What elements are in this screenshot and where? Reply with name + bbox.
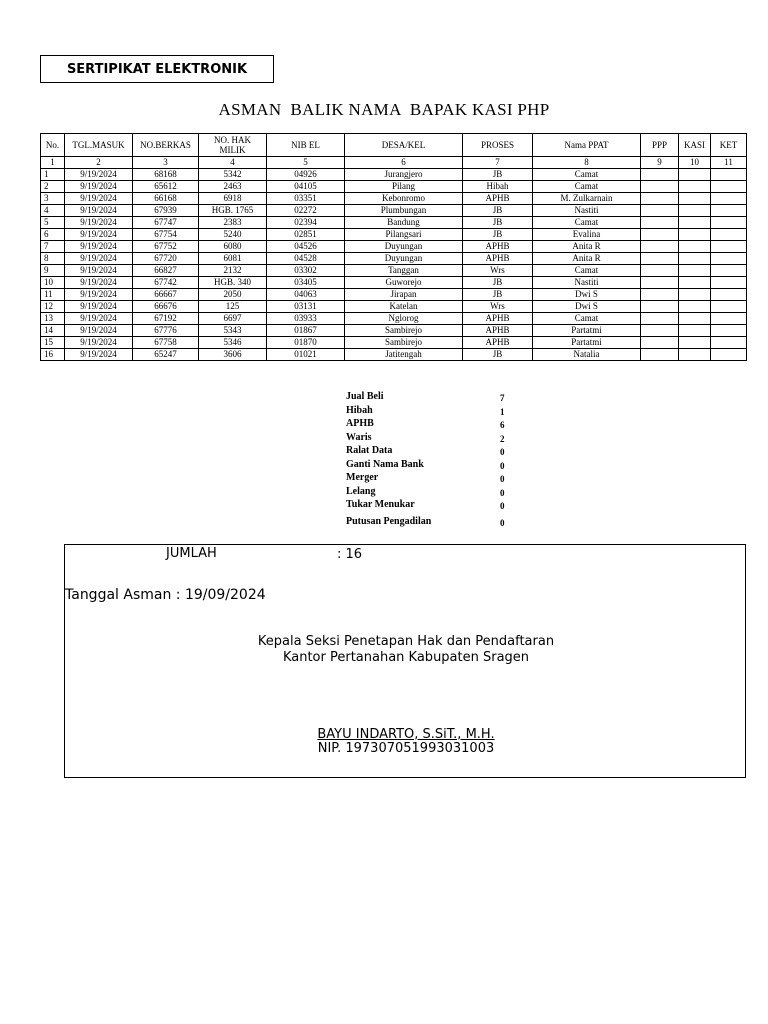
table-cell — [641, 337, 679, 349]
table-cell: Wrs — [463, 265, 533, 277]
table-cell — [711, 325, 747, 337]
table-cell: 04105 — [267, 181, 345, 193]
table-cell: 9/19/2024 — [65, 301, 133, 313]
table-cell: HGB. 1765 — [199, 205, 267, 217]
table-cell — [711, 277, 747, 289]
table-cell: Katelan — [345, 301, 463, 313]
summary-item — [346, 445, 516, 459]
table-cell: JB — [463, 205, 533, 217]
summary-value: 0 — [500, 517, 505, 528]
table-cell: 01870 — [267, 337, 345, 349]
table-cell — [711, 337, 747, 349]
column-header: TGL.MASUK — [65, 134, 133, 157]
table-cell: 7 — [41, 241, 65, 253]
table-cell: Pilangsari — [345, 229, 463, 241]
table-row — [41, 253, 747, 265]
table-cell — [641, 265, 679, 277]
table-cell: Camat — [533, 313, 641, 325]
summary-value: 0 — [500, 460, 505, 471]
table-cell: JB — [463, 277, 533, 289]
table-cell — [679, 313, 711, 325]
table-cell — [641, 241, 679, 253]
table-cell: 03933 — [267, 313, 345, 325]
summary-label: Ganti Nama Bank — [346, 458, 424, 470]
table-row — [41, 229, 747, 241]
table-cell — [679, 241, 711, 253]
table-cell: 66667 — [133, 289, 199, 301]
column-header: KET — [711, 134, 747, 157]
table-cell — [679, 181, 711, 193]
table-cell: Camat — [533, 265, 641, 277]
table-cell: 02851 — [267, 229, 345, 241]
summary-label: Waris — [346, 431, 372, 443]
table-cell: 67939 — [133, 205, 199, 217]
summary-value: 0 — [500, 447, 505, 457]
table-cell: 67754 — [133, 229, 199, 241]
table-cell: Partatmi — [533, 337, 641, 349]
table-cell — [711, 289, 747, 301]
table-cell: 66827 — [133, 265, 199, 277]
summary-item — [346, 472, 516, 486]
summary-item — [346, 486, 516, 500]
table-cell: 5342 — [199, 169, 267, 181]
column-header: NIB EL — [267, 134, 345, 157]
table-row — [41, 217, 747, 229]
table-cell: 67752 — [133, 241, 199, 253]
column-header: KASI — [679, 134, 711, 157]
table-cell — [679, 229, 711, 241]
table-cell: 68168 — [133, 169, 199, 181]
footer-box — [64, 544, 746, 778]
column-number: 6 — [345, 157, 463, 169]
table-cell: 04526 — [267, 241, 345, 253]
table-cell: 15 — [41, 337, 65, 349]
table-cell: Dwi S — [533, 301, 641, 313]
summary-label: Tukar Menukar — [346, 499, 415, 510]
table-cell: 8 — [41, 253, 65, 265]
table-cell: 3 — [41, 193, 65, 205]
table-cell: Kebonromo — [345, 193, 463, 205]
table-cell: Camat — [533, 169, 641, 181]
table-cell: 13 — [41, 313, 65, 325]
table-cell: 6081 — [199, 253, 267, 265]
table-cell — [641, 193, 679, 205]
table-cell: 16 — [41, 349, 65, 361]
table-cell — [679, 277, 711, 289]
table-cell: 01021 — [267, 349, 345, 361]
table-cell: 04063 — [267, 289, 345, 301]
summary-value: 0 — [500, 487, 505, 498]
table-cell: APHB — [463, 193, 533, 205]
table-cell — [679, 169, 711, 181]
table-cell: 2050 — [199, 289, 267, 301]
table-row — [41, 301, 747, 313]
table-cell — [641, 325, 679, 337]
table-cell: 11 — [41, 289, 65, 301]
column-header: No. — [41, 134, 65, 157]
table-cell: 9/19/2024 — [65, 217, 133, 229]
table-cell: Bandung — [345, 217, 463, 229]
table-cell: 67192 — [133, 313, 199, 325]
table-cell: 125 — [199, 301, 267, 313]
table-cell: 65247 — [133, 349, 199, 361]
table-cell — [679, 325, 711, 337]
column-number: 7 — [463, 157, 533, 169]
summary-label: APHB — [346, 418, 374, 429]
table-cell — [711, 301, 747, 313]
table-row — [41, 265, 747, 277]
table-cell: Duyungan — [345, 253, 463, 265]
table-cell: 67742 — [133, 277, 199, 289]
table-cell: 4 — [41, 205, 65, 217]
table-cell — [711, 217, 747, 229]
table-cell: JB — [463, 289, 533, 301]
table-cell: 66676 — [133, 301, 199, 313]
table-cell — [679, 205, 711, 217]
table-row — [41, 277, 747, 289]
table-cell: 1 — [41, 169, 65, 181]
signer-name: BAYU INDARTO, S.SiT., M.H. — [317, 727, 495, 742]
table-cell — [711, 229, 747, 241]
summary-item — [346, 391, 516, 405]
table-cell — [711, 205, 747, 217]
table-cell — [679, 265, 711, 277]
table-cell: 2132 — [199, 265, 267, 277]
table-row — [41, 169, 747, 181]
table-cell: 9/19/2024 — [65, 289, 133, 301]
table-cell: 5346 — [199, 337, 267, 349]
certificate-type-label — [40, 55, 274, 83]
table-cell: 9/19/2024 — [65, 349, 133, 361]
table-cell — [641, 301, 679, 313]
table-row — [41, 349, 747, 361]
document-title: ASMAN BALIK NAMA BAPAK KASI PHP — [218, 100, 550, 119]
table-cell — [679, 217, 711, 229]
table-cell: 03351 — [267, 193, 345, 205]
signer-block — [65, 728, 747, 756]
table-cell — [711, 241, 747, 253]
table-cell: APHB — [463, 325, 533, 337]
table-cell — [641, 253, 679, 265]
total-label: JUMLAH — [166, 546, 217, 561]
table-cell: Plumbungan — [345, 205, 463, 217]
table-cell: Tanggan — [345, 265, 463, 277]
table-cell: APHB — [463, 337, 533, 349]
table-cell: 67758 — [133, 337, 199, 349]
table-cell: 10 — [41, 277, 65, 289]
table-cell: HGB. 340 — [199, 277, 267, 289]
table-row — [41, 181, 747, 193]
summary-item — [346, 432, 516, 446]
table-cell: JB — [463, 217, 533, 229]
table-cell: 14 — [41, 325, 65, 337]
table-cell: Camat — [533, 217, 641, 229]
column-header: DESA/KEL — [345, 134, 463, 157]
table-cell — [711, 349, 747, 361]
table-cell: 2463 — [199, 181, 267, 193]
summary-item — [346, 405, 516, 419]
table-cell: M. Zulkarnain — [533, 193, 641, 205]
table-cell — [641, 349, 679, 361]
table-column-number-row — [41, 157, 747, 169]
table-cell: Partatmi — [533, 325, 641, 337]
table-cell — [641, 181, 679, 193]
signer-nip: NIP. 197307051993031003 — [317, 741, 495, 756]
table-cell: 6080 — [199, 241, 267, 253]
table-cell: 04926 — [267, 169, 345, 181]
table-row — [41, 289, 747, 301]
summary-item — [346, 516, 516, 530]
asman-table — [40, 133, 747, 361]
column-header: Nama PPAT — [533, 134, 641, 157]
table-cell — [711, 181, 747, 193]
table-cell: 9/19/2024 — [65, 169, 133, 181]
table-cell: 9/19/2024 — [65, 205, 133, 217]
table-cell — [711, 169, 747, 181]
table-cell: 67776 — [133, 325, 199, 337]
column-number: 3 — [133, 157, 199, 169]
table-cell: Camat — [533, 181, 641, 193]
table-cell — [641, 313, 679, 325]
table-cell — [679, 253, 711, 265]
summary-value: 1 — [500, 406, 505, 417]
table-cell: Anita R — [533, 253, 641, 265]
table-cell — [711, 193, 747, 205]
table-cell: Wrs — [463, 301, 533, 313]
table-cell: Pilang — [345, 181, 463, 193]
table-cell — [641, 289, 679, 301]
summary-value: 0 — [500, 501, 505, 511]
table-cell: 9/19/2024 — [65, 325, 133, 337]
summary-label: Hibah — [346, 404, 373, 416]
table-cell: 6 — [41, 229, 65, 241]
table-cell: JB — [463, 229, 533, 241]
summary-value: 7 — [500, 393, 505, 403]
table-cell: 9/19/2024 — [65, 313, 133, 325]
table-cell: Sambirejo — [345, 325, 463, 337]
table-cell: 67720 — [133, 253, 199, 265]
summary-label: Ralat Data — [346, 445, 393, 456]
table-cell: Nglorog — [345, 313, 463, 325]
table-cell — [641, 277, 679, 289]
asman-date: Tanggal Asman : 19/09/2024 — [65, 587, 266, 603]
table-cell — [711, 253, 747, 265]
table-cell — [679, 289, 711, 301]
summary-value: 2 — [500, 433, 505, 444]
certificate-type-text: SERTIPIKAT ELEKTRONIK — [66, 61, 248, 77]
table-cell: 03131 — [267, 301, 345, 313]
table-cell: Evalina — [533, 229, 641, 241]
table-cell: 03405 — [267, 277, 345, 289]
table-cell: 02394 — [267, 217, 345, 229]
office-name: Kantor Pertanahan Kabupaten Sragen — [282, 650, 530, 665]
table-row — [41, 205, 747, 217]
table-cell: 2 — [41, 181, 65, 193]
column-number: 2 — [65, 157, 133, 169]
table-cell: Jurangjero — [345, 169, 463, 181]
table-row — [41, 337, 747, 349]
column-header: NO. HAK MILIK — [199, 134, 267, 157]
table-cell — [679, 301, 711, 313]
table-cell — [679, 337, 711, 349]
summary-value: 0 — [500, 474, 505, 484]
column-number: 11 — [711, 157, 747, 169]
table-cell: 9/19/2024 — [65, 241, 133, 253]
table-cell: 67747 — [133, 217, 199, 229]
total-value: : 16 — [337, 547, 363, 562]
table-cell: Natalia — [533, 349, 641, 361]
table-cell: 2383 — [199, 217, 267, 229]
table-cell — [641, 205, 679, 217]
table-row — [41, 241, 747, 253]
table-cell: 65612 — [133, 181, 199, 193]
table-row — [41, 193, 747, 205]
column-number: 1 — [41, 157, 65, 169]
table-body — [41, 169, 747, 361]
column-number: 5 — [267, 157, 345, 169]
table-cell: Nastiti — [533, 205, 641, 217]
table-cell: 9/19/2024 — [65, 277, 133, 289]
column-header: PPP — [641, 134, 679, 157]
table-cell — [679, 193, 711, 205]
table-cell: 3606 — [199, 349, 267, 361]
table-cell: 9 — [41, 265, 65, 277]
process-summary — [346, 391, 516, 529]
table-cell: Hibah — [463, 181, 533, 193]
column-number: 9 — [641, 157, 679, 169]
column-number: 10 — [679, 157, 711, 169]
table-cell: 01867 — [267, 325, 345, 337]
table-cell: Jatitengah — [345, 349, 463, 361]
table-cell: 9/19/2024 — [65, 253, 133, 265]
table-cell: JB — [463, 169, 533, 181]
table-cell: 9/19/2024 — [65, 193, 133, 205]
table-cell: 12 — [41, 301, 65, 313]
table-cell: JB — [463, 349, 533, 361]
column-header: NO.BERKAS — [133, 134, 199, 157]
table-cell: 9/19/2024 — [65, 181, 133, 193]
summary-label: Jual Beli — [346, 391, 384, 402]
table-cell: 9/19/2024 — [65, 265, 133, 277]
table-cell: 03302 — [267, 265, 345, 277]
table-cell — [711, 265, 747, 277]
table-cell: 9/19/2024 — [65, 229, 133, 241]
table-cell: 5240 — [199, 229, 267, 241]
table-cell — [641, 169, 679, 181]
summary-label: Putusan Pengadilan — [346, 515, 432, 527]
table-cell: 02272 — [267, 205, 345, 217]
table-row — [41, 325, 747, 337]
table-cell: 6918 — [199, 193, 267, 205]
table-cell: APHB — [463, 313, 533, 325]
summary-label: Lelang — [346, 485, 376, 497]
table-cell — [679, 349, 711, 361]
table-cell: APHB — [463, 241, 533, 253]
table-cell — [641, 217, 679, 229]
table-cell: 5343 — [199, 325, 267, 337]
summary-item — [346, 418, 516, 432]
table-cell: Guworejo — [345, 277, 463, 289]
office-title — [65, 634, 747, 666]
table-row — [41, 313, 747, 325]
summary-value: 6 — [500, 420, 505, 430]
column-number: 4 — [199, 157, 267, 169]
summary-item — [346, 499, 516, 513]
table-cell: APHB — [463, 253, 533, 265]
summary-item — [346, 459, 516, 473]
table-cell — [711, 313, 747, 325]
table-cell: Jirapan — [345, 289, 463, 301]
office-position: Kepala Seksi Penetapan Hak dan Pendaftaran — [257, 634, 555, 649]
table-cell: 5 — [41, 217, 65, 229]
table-cell: 04528 — [267, 253, 345, 265]
column-header: PROSES — [463, 134, 533, 157]
table-cell — [641, 229, 679, 241]
table-cell: 6697 — [199, 313, 267, 325]
column-number: 8 — [533, 157, 641, 169]
table-cell: Nastiti — [533, 277, 641, 289]
table-cell: 66168 — [133, 193, 199, 205]
table-cell: Duyungan — [345, 241, 463, 253]
summary-label: Merger — [346, 472, 379, 483]
table-cell: Sambirejo — [345, 337, 463, 349]
table-cell: Anita R — [533, 241, 641, 253]
table-header-row — [41, 134, 747, 157]
table-cell: Dwi S — [533, 289, 641, 301]
table-cell: 9/19/2024 — [65, 337, 133, 349]
